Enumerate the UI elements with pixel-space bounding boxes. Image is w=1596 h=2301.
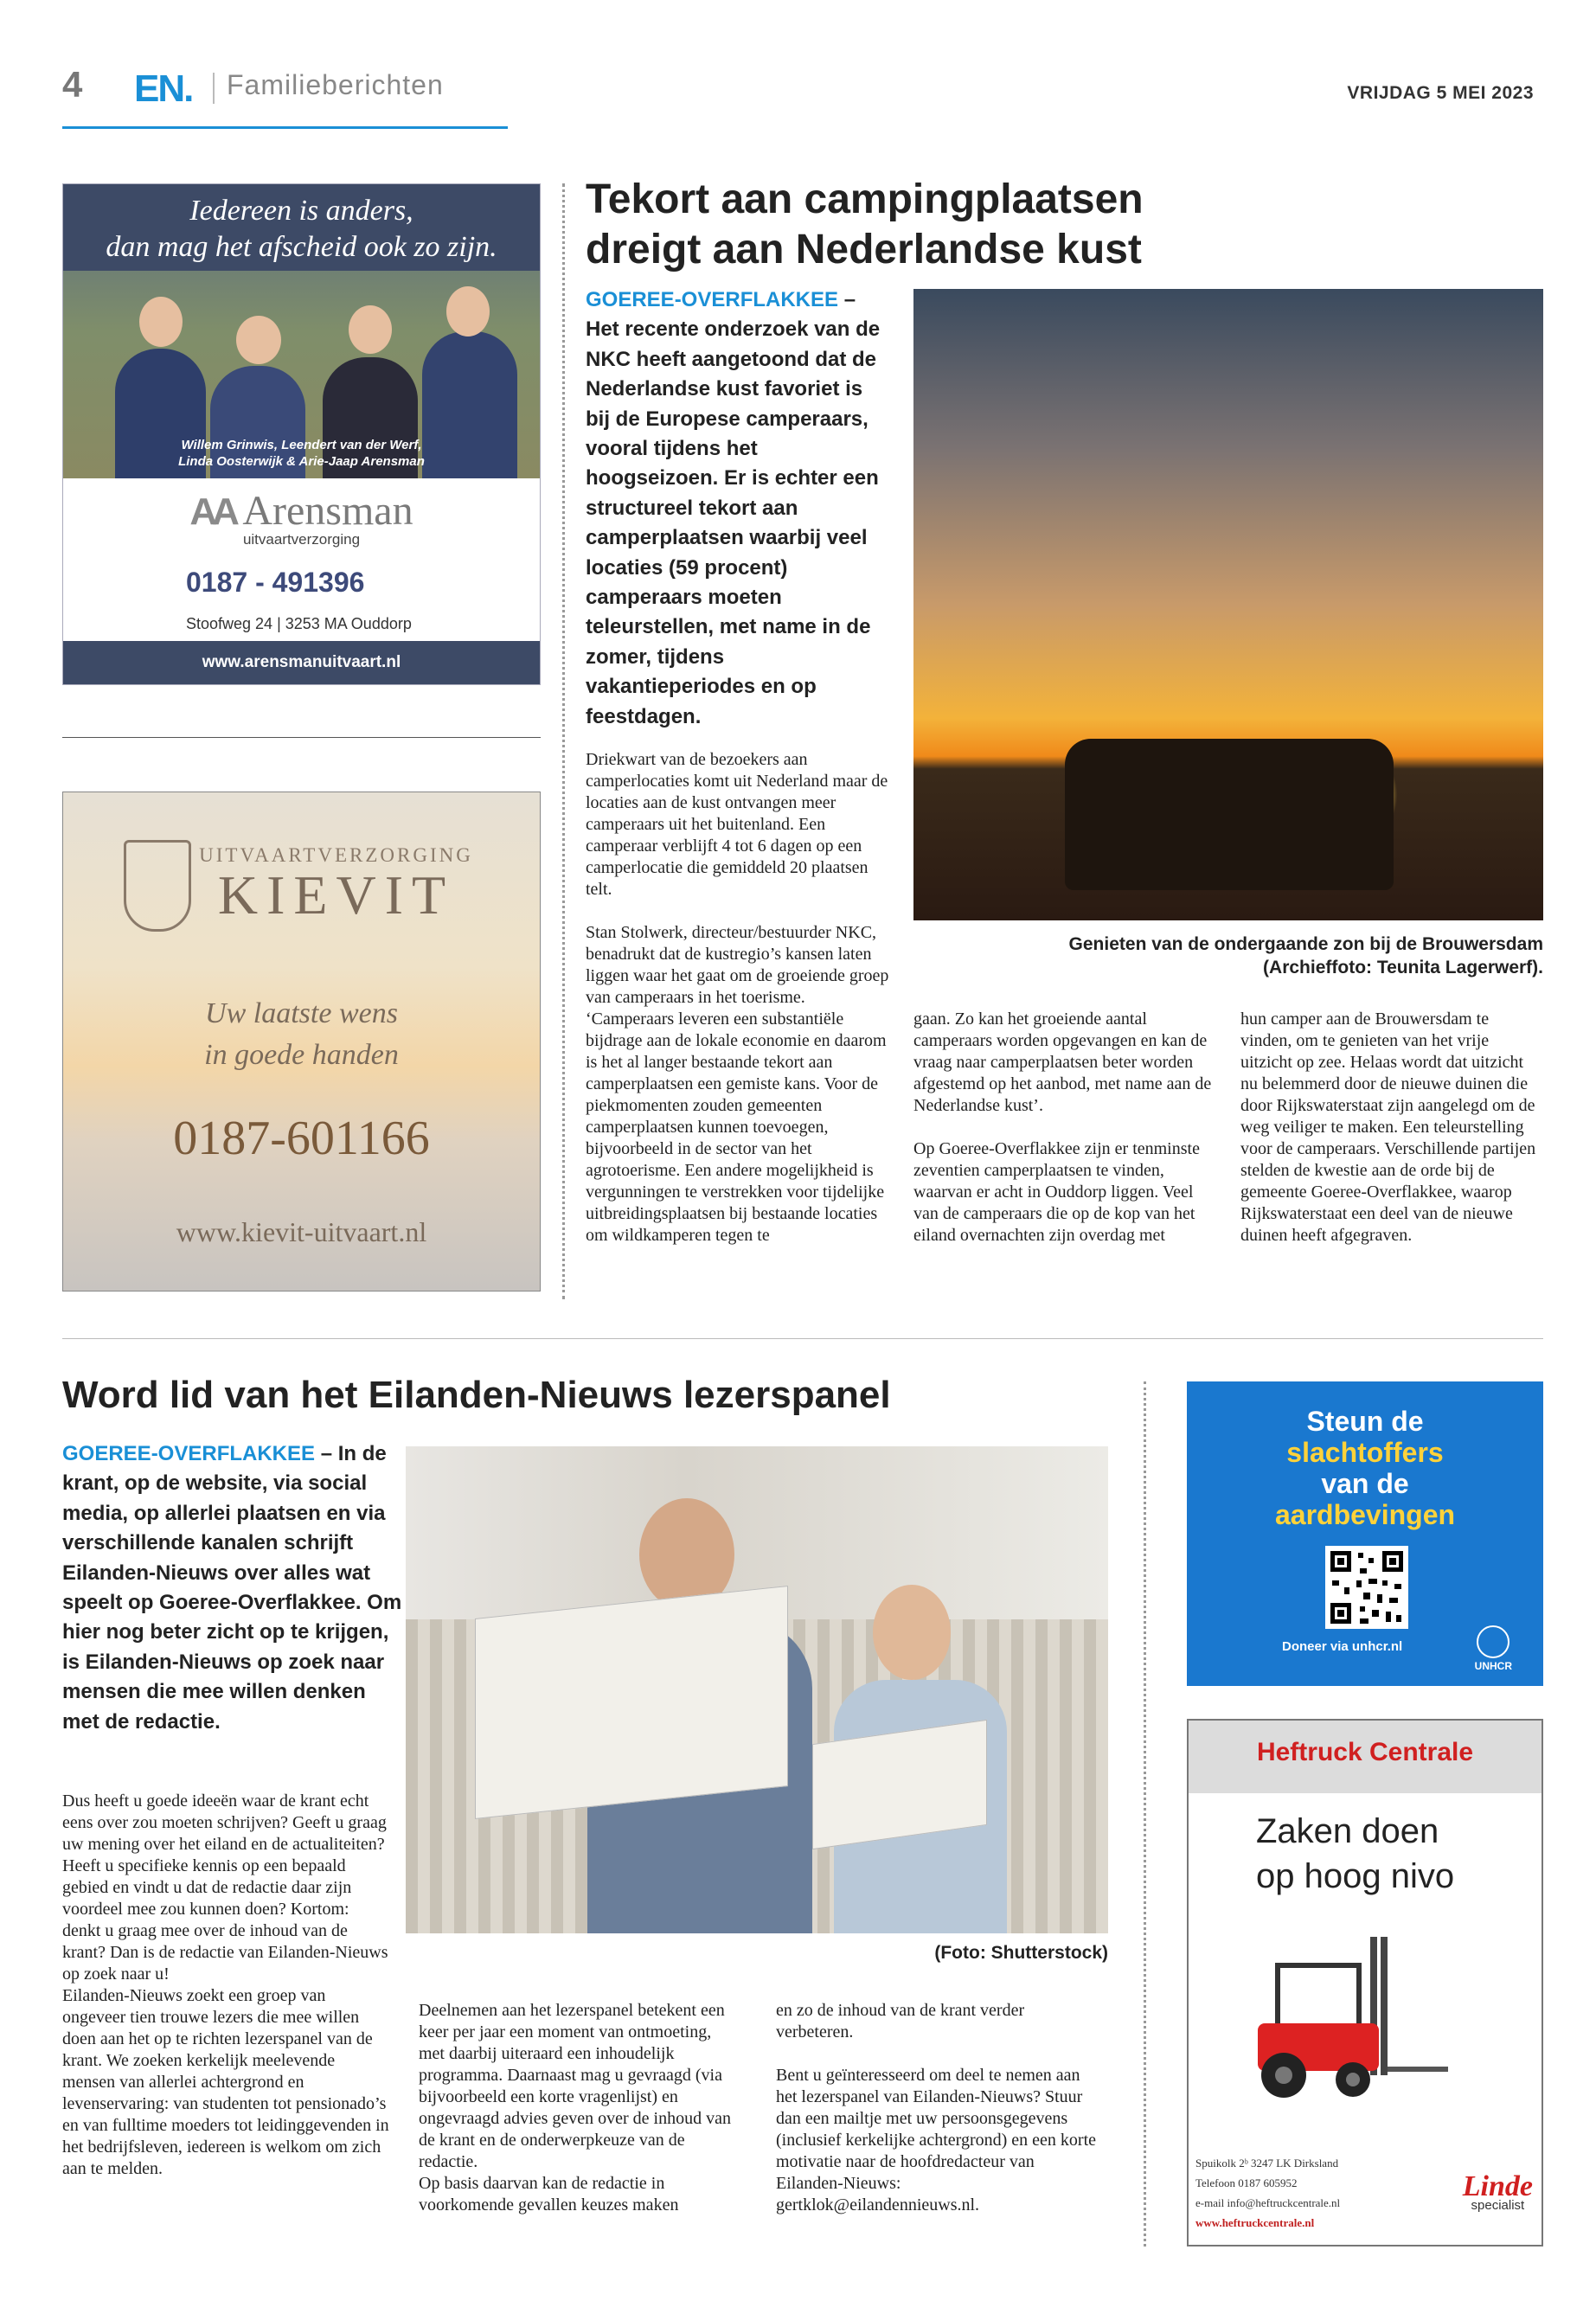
arensman-mark-icon: AA [189,490,234,533]
article2-column-2: Deelnemen aan het lezerspanel betekent een keer per jaar een moment van ontmoeting, met daarbij uiteraard een inhoudelijk programma. Daarnaast mag u gevraagd (via bijvoorbeeld een korte vragenlijst) en ongevraagd advies geven over de inhoud van de krant en de onderwerpkeuze van de redactie. Op basis daarvan kan de redactie in voorkomende gevallen keuzes maken [419,2001,731,2214]
person-head [139,297,183,347]
unhcr-title-line: aardbevingen [1274,1499,1456,1530]
kievit-slogan-line: Uw laatste wens [205,997,398,1029]
kievit-slogan [63,993,540,1076]
unhcr-logo [1475,1625,1512,1672]
kievit-website[interactable]: www.kievit-uitvaart.nl [176,1216,427,1247]
unhcr-logo-text: UNHCR [1474,1660,1512,1672]
qr-code-icon[interactable] [1325,1546,1408,1629]
heftruck-contact [1195,2153,1340,2233]
arensman-ad[interactable] [62,183,541,685]
article2-photo [406,1446,1108,1933]
unhcr-title-line: van de [1321,1468,1409,1499]
arensman-brand-sub: uitvaartverzorging [242,531,361,548]
kievit-sub: UITVAARTVERZORGING [199,844,473,866]
linde-sub: specialist [1471,2198,1525,2213]
article2-lead-text: In de krant, op de website, via social media, op allerlei plaatsen en via verschillende kanalen schrijft Eilanden-Nieuws over alles wat speelt op Goeree-Overflakkee. Om hier nog beter zicht op te krijgen, is Eilanden-Nieuws op zoek naar mensen die mee willen denken met de redactie. [62,1442,402,1734]
unhcr-ad[interactable] [1187,1381,1543,1686]
arensman-slogan-line: Iedereen is anders, [189,195,413,227]
column-separator [1144,1381,1146,2247]
section-rule [62,1338,1543,1339]
unhcr-donate[interactable]: Doneer via unhcr.nl [1282,1639,1403,1654]
heftruck-email[interactable]: e-mail info@heftruckcentrale.nl [1195,2196,1341,2209]
heftruck-website[interactable]: www.heftruckcentrale.nl [1195,2216,1315,2229]
person-head [236,316,281,364]
heftruck-phone[interactable]: Telefoon 0187 605952 [1195,2176,1298,2189]
camper-van-icon [1065,739,1394,890]
article2-column-1: Dus heeft u goede ideeën waar de krant echt eens over zou moeten schrijven? Geeft u graag uw mening over het eiland en de actualiteiten? Heeft u specifieke kennis op een bepaald gebied en vindt u dat de redactie daar zijn voordeel mee zou kunnen doen? Kortom: denkt u graag mee over de inhoud van de krant? Dan is de redactie van Eilanden-Nieuws op zoek naar u! Eilanden-Nieuws zoekt een groep van ongeveer tien trouwe lezers die mee willen doen aan het op te richten lezerspanel van de krant. We zoeken kerkelijk meelevende mensen van allerlei achtergrond en levenservaring: van studenten tot pensionado’s en van fulltime moeders tot leidinggevenden in het bedrijfsleven, iedereen is welkom om zich aan te melden. [62,1791,389,2178]
arensman-slogan-line: dan mag het afscheid ook zo zijn. [106,231,497,263]
article2-headline: Word lid van het Eilanden-Nieuws lezerspanel [62,1374,891,1416]
newspaper-icon [475,1586,788,1819]
article2-kicker: GOEREE-OVERFLAKKEE [62,1442,316,1465]
article1-lead: GOEREE-OVERFLAKKEE – Het recente onderzoek van de NKC heeft aangetoond dat de Nederlandse kust favoriet is bij de Europese camperaars, vooral tijdens het hoogseizoen. Er is echter een structureel tekort aan camperplaatsen waarbij veel locaties (59 procent) camperaars moeten teleurstellen, met name in de zomer, tijdens vakantieperiodes en op feestdagen. [586,288,881,728]
article1-photo [913,289,1543,920]
column-separator [562,183,565,1299]
article2-caption: (Foto: Shutterstock) [934,1943,1108,1963]
article1-caption [913,933,1543,979]
headline-line: dreigt aan Nederlandse kust [586,227,1142,272]
arensman-logo [63,487,540,548]
kievit-slogan-line: in goede handen [204,1039,399,1071]
kievit-phone[interactable]: 0187-601166 [173,1112,430,1165]
arensman-address: Stoofweg 24 | 3253 MA Ouddorp [186,615,412,632]
article1-lead-text: Het recente onderzoek van de NKC heeft aangetoond dat de Nederlandse kust favoriet is bij de Europese camperaars, vooral tijdens het hoogseizoen. Er is echter een structureel tekort aan camperplaatsen waarbij veel locaties (59 procent) camperaars moeten teleurstellen, met name in de zomer, tijdens vakantieperiodes en op feestdagen. [586,317,881,728]
column-rule [62,737,541,738]
arensman-slogan [63,193,540,266]
arensman-names-line: Willem Grinwis, Leendert van der Werf, [181,438,422,452]
article1-column-1: Driekwart van de bezoekers aan camperlocaties komt uit Nederland maar de locaties aan de kust ontvangen meer camperaars uit het buitenland. Een camperaar verblijft 4 tot 6 dagen op een camperlocatie die gemiddeld 20 plaatsen telt. Stan Stolwerk, directeur/bestuurder NKC, benadrukt dat de kustregio’s kansen laten liggen waar het gaat om de groeiende groep van camperaars in het toerisme. ‘Camperaars leveren een substantiële bijdrage aan de lokale economie en daarom is het al langer bestaande tekort aan camperplaatsen een gemiste kans. Voor de piekmomenten zouden gemeenten camperplaatsen kunnen toevoegen, bijvoorbeeld in de sector van het agrotoerisme. Een andere mogelijkheid is vergunningen te verstrekken voor tijdelijke uitbreidingsplaatsen bij bestaande locaties om wildkamperen tegen te [586,750,889,1245]
caption-line: (Archieffoto: Teunita Lagerwerf). [1263,958,1543,977]
unhcr-logo-icon [1477,1625,1509,1658]
article2-column-3: en zo de inhoud van de krant verder verbeteren. Bent u geïnteresseerd om deel te nemen aan het lezerspanel van Eilanden-Nieuws? Stuur dan een mailtje met uw persoonsgegevens (inclusief kerkelijke achtergrond) en een korte motivatie naar de hoofdredacteur van Eilanden-Nieuws: gertklok@eilandennieuws.nl. [776,2001,1097,2214]
headline-line: Tekort aan campingplaatsen [586,176,1144,222]
child-head [873,1585,951,1680]
article1-column-3: hun camper aan de Brouwersdam te vinden, om te genieten van het vrije uitzicht op zee. Helaas wordt dat uitzicht nu belemmerd door de nieuwe duinen die door Rijkswaterstaat zijn aangelegd om de weg veiliger te maken. Een teleurstelling voor de camperaars. Verschillende partijen stelden de kwestie aan de orde bij de gemeente Goeree-Overflakkee, waarop Rijkswaterstaat een deel van de nieuwe duinen heeft afgegraven. [1240,1009,1536,1245]
article1-kicker: GOEREE-OVERFLAKKEE [586,288,839,311]
linde-logo [1463,2170,1533,2213]
heftruck-slogan-line: Zaken doen [1256,1812,1439,1850]
article2-lead: GOEREE-OVERFLAKKEE – In de krant, op de website, via social media, op allerlei plaatsen en via verschillende kanalen schrijft Eilanden-Nieuws over alles wat speelt op Goeree-Overflakkee. Om hier nog beter zicht op te krijgen, is Eilanden-Nieuws op zoek naar mensen die mee willen denken met de redactie. [62,1442,402,1734]
unhcr-title-line: slachtoffers [1286,1437,1444,1468]
issue-date: VRIJDAG 5 MEI 2023 [1347,83,1534,103]
newspaper-logo: EN. [134,67,193,110]
person-head [349,305,392,354]
page-number: 4 [62,64,83,105]
person-head [446,286,490,336]
header-underline [62,126,508,129]
arensman-phone[interactable]: 0187 - 491396 [186,567,365,598]
kievit-name: KIEVIT [217,864,455,926]
article1-headline [586,175,1191,275]
heftruck-brand: Heftruck Centrale [1256,1738,1474,1766]
header-divider [213,73,215,104]
arensman-names [98,437,505,470]
unhcr-title-line: Steun de [1306,1406,1424,1437]
arensman-brand: AA Arensman [189,488,413,534]
linde-brand: Linde [1462,2170,1533,2202]
arensman-names-line: Linda Oosterwijk & Arie-Jaap Arensman [178,454,425,469]
arensman-website[interactable]: www.arensmanuitvaart.nl [63,641,540,684]
section-title: Familieberichten [227,69,444,100]
heftruck-ad[interactable] [1187,1719,1543,2247]
heftruck-slogan-line: op hoog nivo [1256,1857,1455,1895]
unhcr-title [1187,1406,1543,1530]
kievit-ad[interactable] [62,792,541,1292]
forklift-icon [1240,1937,1448,2101]
heftruck-address: Spuikolk 2ᵇ 3247 LK Dirksland [1195,2157,1339,2170]
caption-line: Genieten van de ondergaande zon bij de Brouwersdam [1068,934,1543,954]
article1-column-2: gaan. Zo kan het groeiende aantal camperaars worden opgevangen en kan de vraag naar camperplaatsen beter worden afgestemd op het aanbod, met name aan de Nederlandse kust’. Op Goeree-Overflakkee zijn er tenminste zeventien camperplaatsen te vinden, waarvan er acht in Ouddorp liggen. Veel van de camperaars die op de kop van het eiland overnachten zijn overdag met [913,1009,1212,1245]
heftruck-slogan [1256,1809,1454,1899]
